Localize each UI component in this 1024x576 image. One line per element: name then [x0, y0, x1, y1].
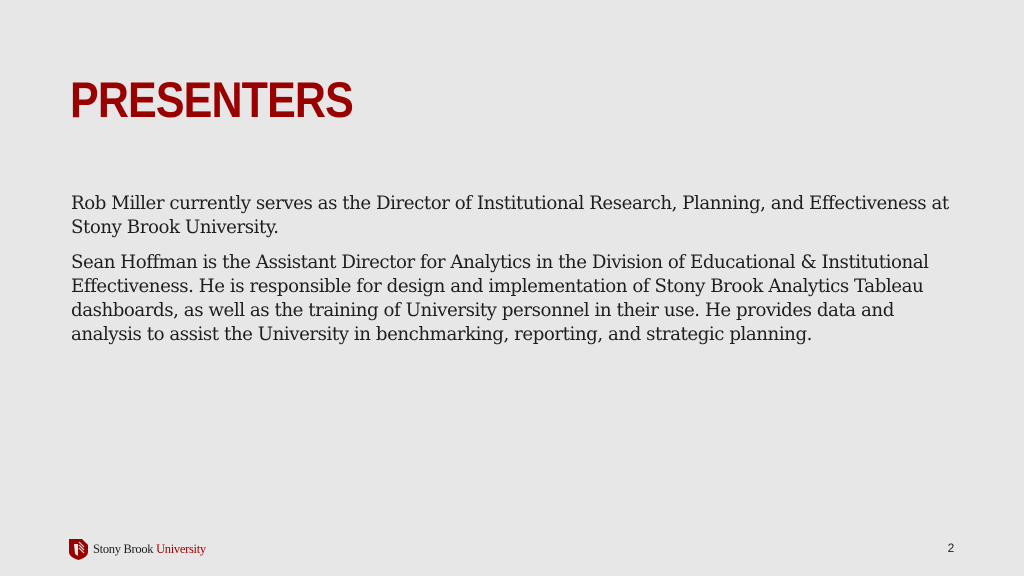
presenter-paragraph-sean-hoffman: Sean Hoffman is the Assistant Director for Analytics in the Division of Educational & Institutional Effectiveness. He is responsible for design and implementation of Stony Brook Analytics Tableau dashboards, as well as the training of University personnel in their use. He provides data and analysis to assist the University in benchmarking, reporting, and strategic planning.: [71, 252, 929, 345]
slide-title: PRESENTERS: [70, 72, 353, 128]
logo-wordmark: [93, 542, 206, 557]
page-number: 2: [947, 541, 955, 555]
university-logo: [69, 538, 206, 560]
logo-wordmark-name: Stony Brook: [93, 541, 154, 556]
logo-wordmark-suffix: University: [156, 541, 206, 556]
stony-brook-shield-icon: [69, 538, 88, 560]
presenter-paragraph-rob-miller: Rob Miller currently serves as the Director of Institutional Research, Planning, and Effectiveness at Stony Brook University.: [71, 193, 949, 238]
slide-body: [71, 192, 961, 358]
